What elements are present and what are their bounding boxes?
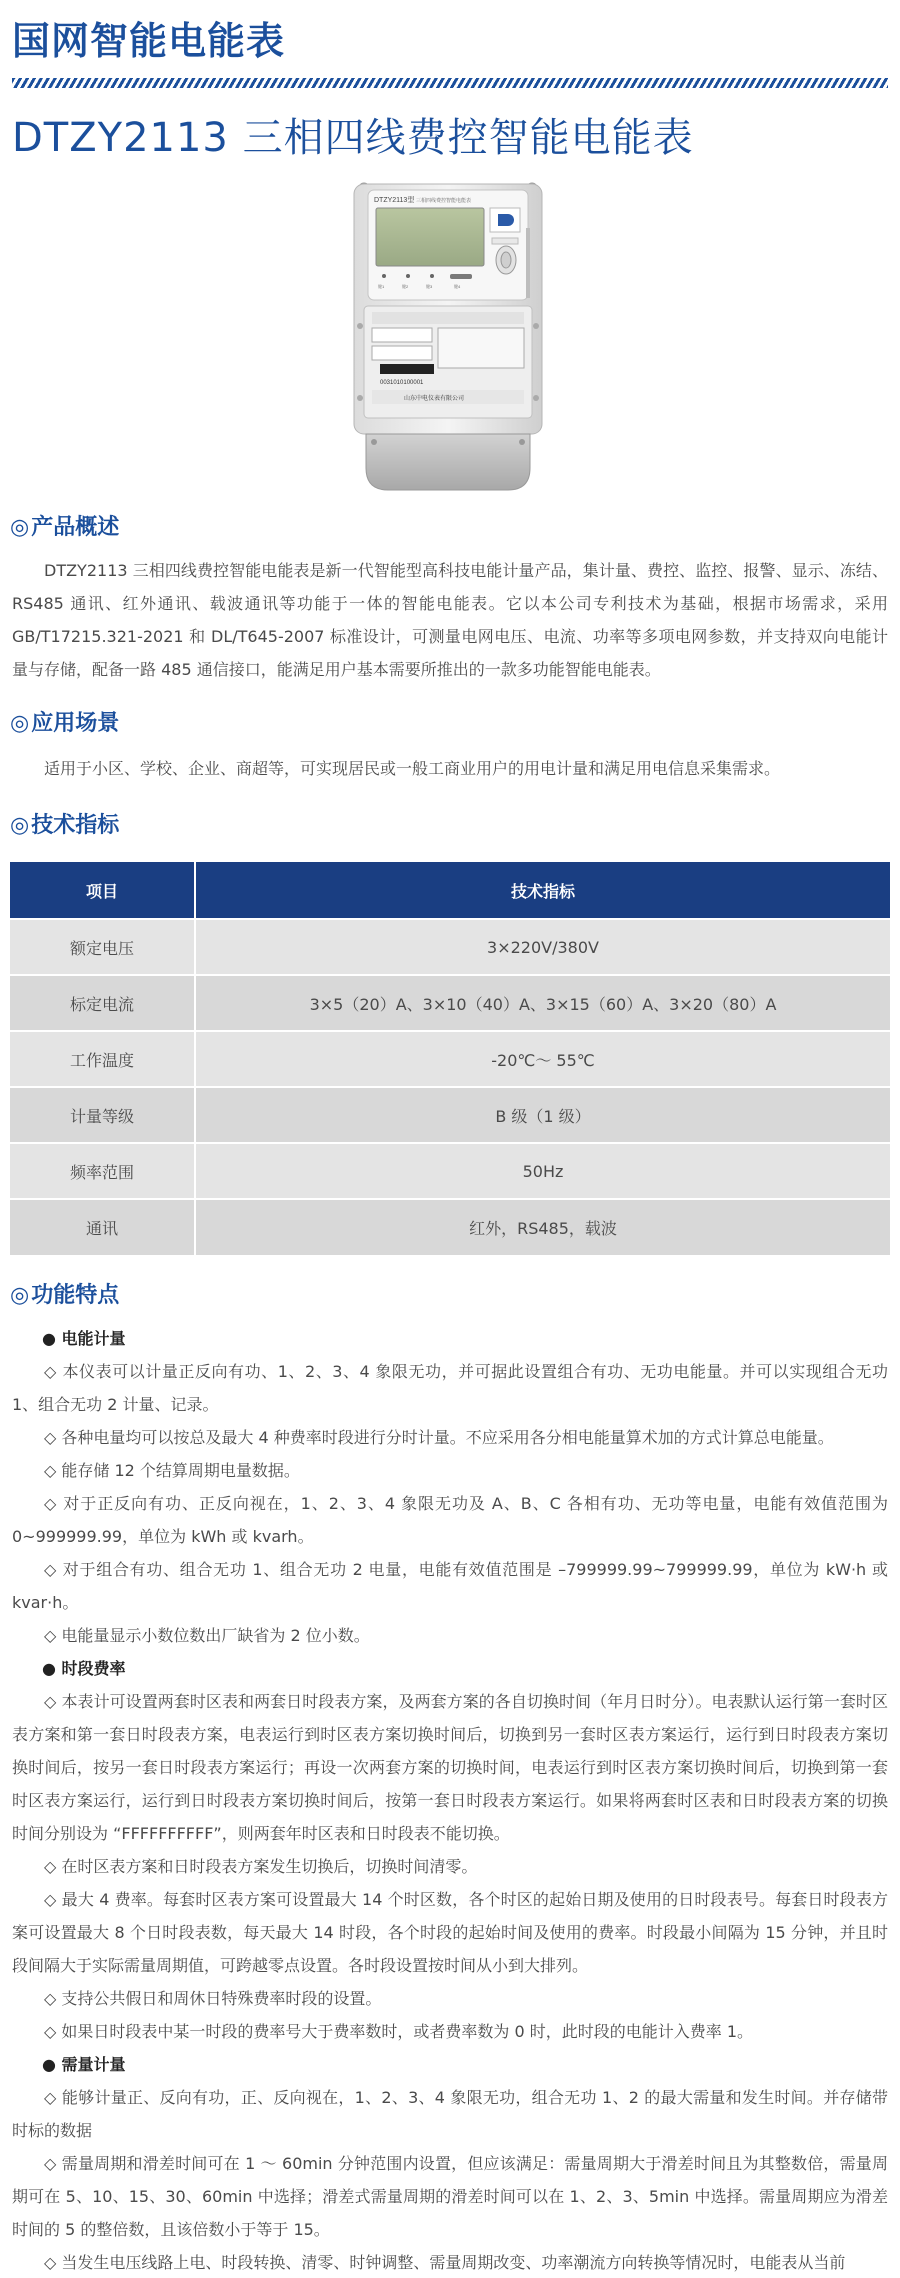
spec-item-cell: 额定电压 (10, 919, 195, 975)
list-item: ◇ 对于正反向有功、正反向视在，1、2、3、4 象限无功及 A、B、C 各相有功、无功等电量，电能有效值范围为 0~999999.99，单位为 kWh 或 kvarh。 (12, 1494, 888, 1546)
section-heading-usage (10, 706, 119, 737)
section-title: 产品概述 (31, 515, 120, 540)
table-row (10, 919, 890, 975)
meter-model-text: DTZY2113型 (374, 197, 415, 204)
table-row (10, 1143, 890, 1199)
spec-value-cell: -20℃～ 55℃ (195, 1031, 890, 1087)
table-row (10, 1199, 890, 1255)
product-title: DTZY2113 三相四线费控智能电能表 (12, 115, 694, 161)
spec-value-cell: 50Hz (195, 1143, 890, 1199)
meter-button-label-4: 键4 (454, 284, 461, 289)
section-mark-icon: ◎ (10, 1283, 30, 1308)
meter-serial-text: 0031010100001 (380, 380, 424, 386)
list-item: ◇ 对于组合有功、组合无功 1、组合无功 2 电量，电能有效值范围是 –799999.99~799999.99，单位为 kW·h 或 kvar·h。 (12, 1560, 888, 1612)
spec-header-value: 技术指标 (195, 862, 890, 919)
feature-group-title: ● 时段费率 (42, 1659, 126, 1678)
section-heading-features (10, 1278, 119, 1309)
overview-paragraph: DTZY2113 三相四线费控智能电能表是新一代智能型高科技电能计量产品，集计量、费控、监控、报警、显示、冻结、RS485 通讯、红外通讯、载波通讯等功能于一体的智能电能表。它以本公司专利技术为基础，根据市场需求，采用 GB/T17215.321-2021 和 DL/T645-2007 标准设计，可测量电网电压、电流、功率等多项电网参数，并支持双向电能计量与存储，配备一路 485 通信接口，能满足用户基本需要所推出的一款多功能智能电能表。 (12, 561, 888, 679)
list-item: ◇ 各种电量均可以按总及最大 4 种费率时段进行分时计量。不应采用各分相电能量算术加的方式计算总电能量。 (44, 1428, 834, 1447)
spec-table-header-row (10, 862, 890, 919)
feature-group-title: ● 需量计量 (42, 2055, 126, 2074)
page-header (0, 0, 900, 90)
list-item: ◇ 如果日时段表中某一时段的费率号大于费率数时，或者费率数为 0 时，此时段的电能计入费率 1。 (44, 2022, 754, 2041)
section-heading-specs (10, 808, 119, 839)
usage-paragraph: 适用于小区、学校、企业、商超等，可实现居民或一般工商业用户的用电计量和满足用电信息采集需求。 (44, 759, 781, 778)
section-heading-overview (10, 510, 119, 541)
list-item: ◇ 最大 4 费率。每套时区表方案可设置最大 14 个时区数，各个时区的起始日期及使用的日时段表号。每套日时段表方案可设置最大 8 个日时段表数，每天最大 14 时段，各个时段的起始时间及使用的费率。时段最小间隔为 15 分钟，并且时段间隔大于实际需量周期值，可跨越零点设置。各时段设置按时间从小到大排列。 (12, 1890, 888, 1975)
feature-group-title: ● 电能计量 (42, 1329, 126, 1348)
list-item: ◇ 当发生电压线路上电、时段转换、清零、时钟调整、需量周期改变、功率潮流方向转换等情况时，电能表从当前 (44, 2253, 846, 2272)
section-mark-icon: ◎ (10, 813, 30, 838)
list-item: ◇ 能存储 12 个结算周期电量数据。 (44, 1461, 300, 1480)
header-divider-stripes (12, 78, 888, 88)
spec-table (10, 862, 890, 1255)
table-row (10, 1031, 890, 1087)
list-item: ◇ 能够计量正、反向有功，正、反向视在，1、2、3、4 象限无功，组合无功 1、2 的最大需量和发生时间。并存储带时标的数据 (12, 2088, 888, 2140)
table-row (10, 975, 890, 1031)
spec-header-item: 项目 (10, 862, 195, 919)
spec-item-cell: 标定电流 (10, 975, 195, 1031)
meter-maker-text: 山东中电仪表有限公司 (404, 396, 465, 402)
list-item: ◇ 支持公共假日和周休日特殊费率时段的设置。 (44, 1989, 382, 2008)
spec-item-cell: 计量等级 (10, 1087, 195, 1143)
section-mark-icon: ◎ (10, 515, 30, 540)
meter-product-image (350, 178, 546, 496)
section-title: 功能特点 (31, 1283, 120, 1308)
section-title: 应用场景 (31, 711, 120, 736)
list-item: ◇ 需量周期和滑差时间可在 1 ～ 60min 分钟范围内设置，但应该满足：需量周期大于滑差时间且为其整数倍，需量周期可在 5、10、15、30、60min 中选择；滑差式需量周期的滑差时间可以在 1、2、3、5min 中选择。需量周期应为滑差时间的 5 的整倍数，且该倍数小于等于 15。 (12, 2154, 888, 2239)
spec-value-cell: B 级（1 级） (195, 1087, 890, 1143)
spec-item-cell: 频率范围 (10, 1143, 195, 1199)
list-item: ◇ 电能量显示小数位数出厂缺省为 2 位小数。 (44, 1626, 370, 1645)
spec-value-cell: 红外，RS485，载波 (195, 1199, 890, 1255)
section-mark-icon: ◎ (10, 711, 30, 736)
table-row (10, 1087, 890, 1143)
meter-button-label-1: 键1 (378, 284, 385, 289)
spec-value-cell: 3×5（20）A、3×10（40）A、3×15（60）A、3×20（80）A (195, 975, 890, 1031)
meter-button-label-2: 键2 (402, 284, 409, 289)
spec-value-cell: 3×220V/380V (195, 919, 890, 975)
meter-desc-text: 三相四线费控智能电能表 (416, 198, 472, 204)
spec-item-cell: 工作温度 (10, 1031, 195, 1087)
list-item: ◇ 本仪表可以计量正反向有功、1、2、3、4 象限无功，并可据此设置组合有功、无功电能量。并可以实现组合无功 1、组合无功 2 计量、记录。 (12, 1362, 888, 1414)
features-body (12, 1322, 888, 2278)
list-item: ◇ 在时区表方案和日时段表方案发生切换后，切换时间清零。 (44, 1857, 478, 1876)
spec-item-cell: 通讯 (10, 1199, 195, 1255)
header-title: 国网智能电能表 (12, 19, 286, 63)
list-item: ◇ 本表计可设置两套时区表和两套日时段表方案，及两套方案的各自切换时间（年月日时分）。电表默认运行第一套时区表方案和第一套日时段表方案，电表运行到时区表方案切换时间后，切换到另一套时区表方案运行，运行到日时段表方案切换时间后，按另一套日时段表方案运行；再设一次两套方案的切换时间，电表运行到时区表方案切换时间后，切换到第一套时区表方案运行，运行到日时段表方案切换时间后，按第一套日时段表方案运行。如果将两套时区表和日时段表方案的切换时间分别设为 “FFFFFFFFFF”，则两套年时区表和日时段表不能切换。 (12, 1692, 888, 1843)
section-title: 技术指标 (31, 813, 120, 838)
meter-button-label-3: 键3 (426, 284, 433, 289)
